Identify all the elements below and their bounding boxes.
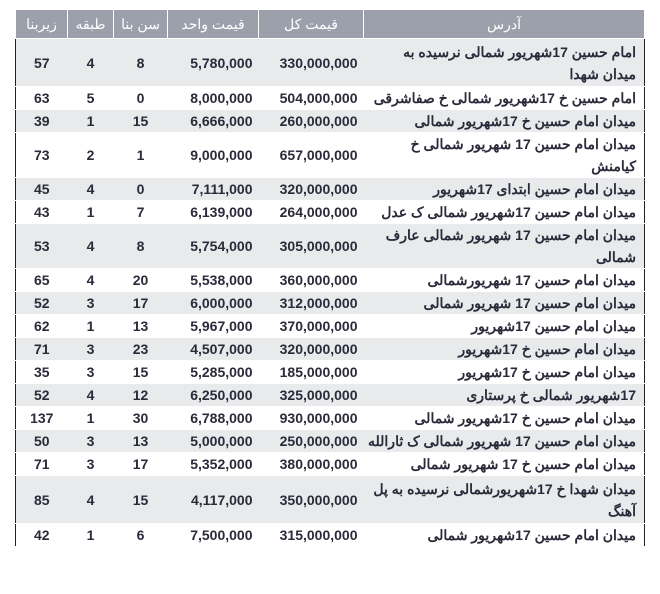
table-row <box>16 407 645 430</box>
table-row <box>16 201 645 224</box>
cell-unit-price: 5,754,000 <box>168 224 259 269</box>
cell-total-price: 305,000,000 <box>259 224 364 269</box>
cell-area: 45 <box>16 178 68 201</box>
table-row <box>16 178 645 201</box>
cell-address: میدان امام حسین خ 17شهریور <box>364 338 645 361</box>
table-row <box>16 133 645 178</box>
cell-area: 42 <box>16 524 68 547</box>
cell-address: میدان امام حسین 17شهریور شمالی ک عدل <box>364 201 645 224</box>
cell-floor: 4 <box>68 224 114 269</box>
cell-floor: 1 <box>68 201 114 224</box>
table-header-row <box>16 10 645 39</box>
listing-table <box>15 9 645 547</box>
cell-unit-price: 7,500,000 <box>168 524 259 547</box>
cell-address: 17شهریور شمالی خ پرستاری <box>364 384 645 407</box>
cell-unit-price: 6,666,000 <box>168 110 259 133</box>
cell-total-price: 264,000,000 <box>259 201 364 224</box>
cell-address: میدان امام حسین 17 شهریور شمالی ک ثارالله <box>364 430 645 453</box>
cell-age: 8 <box>114 39 168 87</box>
cell-address: میدان امام حسین 17 شهریورشمالی <box>364 269 645 292</box>
cell-age: 12 <box>114 384 168 407</box>
table-row <box>16 430 645 453</box>
cell-area: 53 <box>16 224 68 269</box>
cell-unit-price: 4,507,000 <box>168 338 259 361</box>
cell-unit-price: 5,780,000 <box>168 39 259 87</box>
table-row <box>16 269 645 292</box>
table-row <box>16 39 645 87</box>
cell-age: 13 <box>114 430 168 453</box>
cell-floor: 5 <box>68 87 114 110</box>
cell-unit-price: 6,250,000 <box>168 384 259 407</box>
cell-floor: 2 <box>68 133 114 178</box>
cell-area: 57 <box>16 39 68 87</box>
cell-area: 85 <box>16 476 68 524</box>
cell-total-price: 260,000,000 <box>259 110 364 133</box>
cell-age: 1 <box>114 133 168 178</box>
cell-area: 50 <box>16 430 68 453</box>
cell-area: 71 <box>16 453 68 476</box>
cell-floor: 1 <box>68 524 114 547</box>
table-row <box>16 453 645 476</box>
cell-total-price: 370,000,000 <box>259 315 364 338</box>
cell-unit-price: 5,538,000 <box>168 269 259 292</box>
cell-unit-price: 5,000,000 <box>168 430 259 453</box>
cell-total-price: 330,000,000 <box>259 39 364 87</box>
cell-address: میدان امام حسین 17شهریور شمالی <box>364 524 645 547</box>
cell-unit-price: 5,967,000 <box>168 315 259 338</box>
header-area: زیربنا <box>16 10 68 39</box>
header-total-price: قیمت کل <box>259 10 364 39</box>
cell-total-price: 185,000,000 <box>259 361 364 384</box>
cell-total-price: 320,000,000 <box>259 338 364 361</box>
cell-address: میدان امام حسین 17 شهریور شمالی <box>364 292 645 315</box>
table-row <box>16 110 645 133</box>
cell-age: 8 <box>114 224 168 269</box>
cell-address: میدان امام حسین 17 شهریور شمالی عارف شمالی <box>364 224 645 269</box>
cell-unit-price: 5,352,000 <box>168 453 259 476</box>
listing-table-container <box>15 9 644 547</box>
cell-age: 15 <box>114 110 168 133</box>
cell-age: 13 <box>114 315 168 338</box>
cell-area: 73 <box>16 133 68 178</box>
cell-area: 39 <box>16 110 68 133</box>
cell-total-price: 325,000,000 <box>259 384 364 407</box>
cell-unit-price: 4,117,000 <box>168 476 259 524</box>
cell-total-price: 380,000,000 <box>259 453 364 476</box>
table-body <box>16 39 645 547</box>
cell-age: 15 <box>114 361 168 384</box>
table-row <box>16 338 645 361</box>
table-row <box>16 87 645 110</box>
cell-total-price: 312,000,000 <box>259 292 364 315</box>
cell-age: 7 <box>114 201 168 224</box>
cell-total-price: 360,000,000 <box>259 269 364 292</box>
cell-floor: 4 <box>68 269 114 292</box>
table-row <box>16 524 645 547</box>
table-row <box>16 315 645 338</box>
cell-floor: 3 <box>68 453 114 476</box>
cell-floor: 3 <box>68 430 114 453</box>
cell-unit-price: 5,285,000 <box>168 361 259 384</box>
cell-unit-price: 6,139,000 <box>168 201 259 224</box>
cell-address: میدان امام حسین خ 17شهریور شمالی <box>364 110 645 133</box>
cell-address: میدان امام حسین خ 17شهریور <box>364 361 645 384</box>
cell-age: 17 <box>114 292 168 315</box>
cell-address: میدان امام حسین خ 17 شهریور شمالی <box>364 453 645 476</box>
table-row <box>16 361 645 384</box>
cell-address: میدان امام حسین 17شهریور <box>364 315 645 338</box>
cell-unit-price: 8,000,000 <box>168 87 259 110</box>
cell-address: میدان شهدا خ 17شهریورشمالی نرسیده به پل آهنگ <box>364 476 645 524</box>
cell-age: 23 <box>114 338 168 361</box>
cell-floor: 4 <box>68 384 114 407</box>
cell-floor: 1 <box>68 315 114 338</box>
cell-unit-price: 7,111,000 <box>168 178 259 201</box>
header-address: آدرس <box>364 10 645 39</box>
cell-unit-price: 6,788,000 <box>168 407 259 430</box>
cell-age: 15 <box>114 476 168 524</box>
cell-age: 20 <box>114 269 168 292</box>
cell-floor: 1 <box>68 110 114 133</box>
header-age: سن بنا <box>114 10 168 39</box>
cell-area: 137 <box>16 407 68 430</box>
cell-address: میدان امام حسین خ 17شهریور شمالی <box>364 407 645 430</box>
cell-total-price: 320,000,000 <box>259 178 364 201</box>
table-row <box>16 384 645 407</box>
table-row <box>16 292 645 315</box>
header-floor: طبقه <box>68 10 114 39</box>
cell-area: 65 <box>16 269 68 292</box>
cell-floor: 3 <box>68 361 114 384</box>
cell-area: 52 <box>16 292 68 315</box>
cell-total-price: 504,000,000 <box>259 87 364 110</box>
cell-total-price: 657,000,000 <box>259 133 364 178</box>
cell-total-price: 250,000,000 <box>259 430 364 453</box>
cell-total-price: 315,000,000 <box>259 524 364 547</box>
cell-floor: 3 <box>68 338 114 361</box>
cell-floor: 3 <box>68 292 114 315</box>
cell-area: 71 <box>16 338 68 361</box>
cell-floor: 4 <box>68 39 114 87</box>
cell-area: 43 <box>16 201 68 224</box>
cell-area: 63 <box>16 87 68 110</box>
cell-total-price: 930,000,000 <box>259 407 364 430</box>
cell-floor: 4 <box>68 476 114 524</box>
cell-address: امام حسین 17شهریور شمالی نرسیده به میدان شهدا <box>364 39 645 87</box>
cell-address: میدان امام حسین ابتدای 17شهریور <box>364 178 645 201</box>
cell-area: 52 <box>16 384 68 407</box>
cell-area: 62 <box>16 315 68 338</box>
cell-age: 0 <box>114 87 168 110</box>
cell-floor: 1 <box>68 407 114 430</box>
cell-age: 6 <box>114 524 168 547</box>
cell-address: امام حسین خ 17شهریور شمالی خ صفاشرقی <box>364 87 645 110</box>
cell-total-price: 350,000,000 <box>259 476 364 524</box>
header-unit-price: قیمت واحد <box>168 10 259 39</box>
cell-area: 35 <box>16 361 68 384</box>
table-row <box>16 476 645 524</box>
cell-unit-price: 9,000,000 <box>168 133 259 178</box>
cell-address: میدان امام حسین 17 شهریور شمالی خ کیامنش <box>364 133 645 178</box>
cell-floor: 4 <box>68 178 114 201</box>
cell-age: 30 <box>114 407 168 430</box>
cell-age: 17 <box>114 453 168 476</box>
cell-age: 0 <box>114 178 168 201</box>
table-row <box>16 224 645 269</box>
cell-unit-price: 6,000,000 <box>168 292 259 315</box>
